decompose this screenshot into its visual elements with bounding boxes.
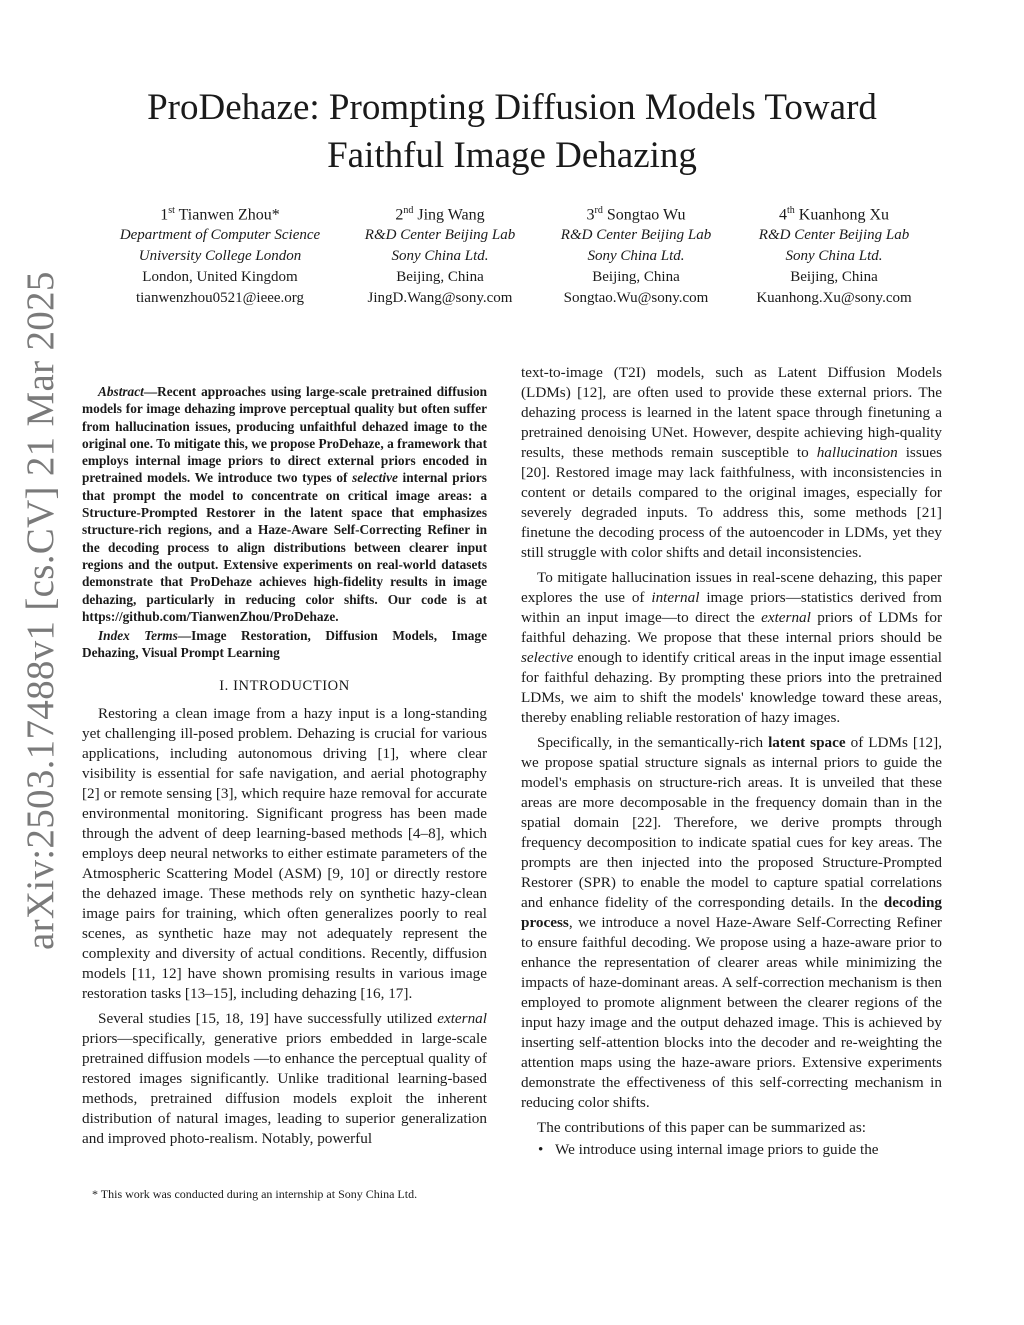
intro-paragraph-2: [82, 1009, 487, 1149]
text-run: priors of LDMs for faithful dehazing. We propose that these internal priors should be: [521, 609, 942, 646]
abstract-text: —Recent approaches using large-scale pretrained diffusion models for image dehazing improve perceptual quality but often suffer from hallucination issues, producing unfaithful dehazed image to the original one. To mitigate this, we propose ProDehaze, a framework that employs internal image priors to direct external priors encoded in pretrained models. We introduce two types of: [82, 384, 487, 486]
abstract-emphasis: selective: [352, 470, 398, 486]
author-location: London, United Kingdom: [142, 269, 298, 286]
abstract-label: Abstract: [98, 384, 144, 399]
title-line-2: Faithful Image Dehazing: [327, 135, 697, 176]
author-name: Kuanhong Xu: [798, 206, 889, 224]
bold-term: latent space: [768, 734, 846, 751]
author-location: Beijing, China: [790, 269, 878, 286]
author-ordinal: 1: [160, 206, 169, 224]
text-run: To mitigate hallucination issues in real-scene dehazing, this paper explores the use of: [521, 569, 942, 606]
index-terms-text: —Image Restoration, Diffusion Models, Image Dehazing, Visual Prompt Learning: [82, 628, 487, 661]
index-terms-label: Index Terms: [98, 628, 178, 644]
author-ordinal-suffix: nd: [403, 205, 414, 216]
author-email: Songtao.Wu@sony.com: [563, 290, 709, 307]
text-run: text-to-image (T2I) models, such as Latent Diffusion Models (LDMs) [12], are often used to provide these external priors. The dehazing process is learned in the latent space through finetuning a pretrained denoising UNet. However, despite achieving high-quality results, these methods remain susceptible to: [521, 364, 942, 461]
author-department: R&D Center Beijing Lab: [758, 227, 910, 244]
right-paragraph-4: The contributions of this paper can be summarized as:: [537, 1119, 866, 1136]
author-ordinal: 4: [779, 206, 787, 224]
author-location: Beijing, China: [396, 269, 484, 286]
footnote: * This work was conducted during an internship at Sony China Ltd.: [92, 1187, 418, 1201]
author-ordinal-suffix: rd: [594, 205, 603, 216]
text-run: enough to identify critical areas in the input image essential for faithful dehazing. By prompting these priors into the pretrained LDMs, we aim to shift the models' knowledge toward these areas, thereby enabling reliable restoration of hazy images.: [521, 649, 942, 726]
author-1: [96, 200, 344, 309]
arxiv-stamp: [10, 271, 72, 950]
abstract: [82, 383, 487, 625]
contribution-bullet: [521, 1140, 942, 1160]
author-organization: Sony China Ltd.: [785, 248, 883, 265]
right-paragraph-3: [521, 733, 942, 1113]
bold-term: decoding process: [521, 894, 942, 931]
author-location: Beijing, China: [592, 269, 680, 286]
text-run: , we introduce a novel Haze-Aware Self-Correcting Refiner to ensure faithful decoding. We propose using a haze-aware prior to enhance the representation of clearer areas while minimizing the impacts of haze-dominant areas. A self-correction mechanism is then employed to promote alignment between the clearer regions of the input hazy image and the output dehazed image. This is achieved by inserting self-attention blocks into the decoder and re-weighting the attention maps using the haze-aware priors. Extensive experiments demonstrate the effectiveness of this self-correcting mechanism in reducing color shifts.: [521, 914, 942, 1111]
author-ordinal-suffix: st: [168, 205, 175, 216]
text-run: Several studies [15, 18, 19] have successfully utilized: [98, 1009, 438, 1027]
author-organization: University College London: [138, 248, 302, 265]
author-ordinal-suffix: th: [787, 205, 795, 216]
text-run: Specifically, in the semantically-rich: [537, 734, 769, 751]
author-name: Songtao Wu: [606, 206, 686, 224]
emphasis: external: [761, 609, 811, 626]
text-run: priors—specifically, generative priors embedded in large-scale pretrained diffusion models —to enhance the perceptual quality of restored images significantly. Unlike traditional learning-based methods, pretrained diffusion models exploit the inherent distribution of natural images, leading to superior generalization and improved photo-realism. Notably, powerful: [82, 1029, 487, 1147]
title-line-1: ProDehaze: Prompting Diffusion Models Toward: [147, 87, 877, 128]
author-department: R&D Center Beijing Lab: [560, 227, 712, 244]
author-organization: Sony China Ltd.: [391, 248, 489, 265]
author-ordinal: 2: [395, 206, 404, 224]
text-run: issues [20]. Restored image may lack faithfulness, with inconsistencies in content or details compared to the original images, especially for severely degraded inputs. To address this, some methods [21] finetune the decoding process of the autoencoder in LDMs, yet they still struggle with color shifts and detail inconsistencies.: [521, 444, 942, 561]
paper-title: [80, 84, 944, 180]
emphasis: selective: [521, 649, 574, 666]
left-column: [82, 383, 487, 1149]
author-name: Jing Wang: [417, 206, 485, 224]
author-email: tianwenzhou0521@ieee.org: [135, 290, 305, 307]
right-paragraph-1: [521, 363, 942, 563]
arxiv-stamp-text: arXiv:2503.17488v1 [cs.CV] 21 Mar 2025: [19, 271, 62, 950]
author-ordinal: 3: [586, 206, 595, 224]
emphasis: internal: [651, 589, 700, 606]
author-organization: Sony China Ltd.: [587, 248, 685, 265]
intro-paragraph-1: Restoring a clean image from a hazy input is a long-standing yet challenging ill-posed problem. Dehazing is crucial for various applications, including autonomous driving [1], where clear visibility is essential for safe navigation, and aerial photography [2] or remote sensing [3], which require haze removal for accurate environmental monitoring. Significant progress has been made through the advent of deep learning-based methods [4–8], which employs deep neural networks to either estimate parameters of the Atmospheric Scattering Model (ASM) [9, 10] or directly restore the dehazed image. These methods rely on synthetic hazy-clean image pairs for training, which often generalizes poorly to real scenes, as synthetic haze may not adequately represent the complexity and diversity of actual conditions. Recently, diffusion models [11, 12] have shown promising results in various image restoration tasks [13–15], including dehazing [16, 17].: [82, 704, 487, 1002]
author-department: Department of Computer Science: [119, 227, 321, 244]
section-heading: I. INTRODUCTION: [219, 677, 350, 694]
emphasis: external: [437, 1009, 487, 1027]
bullet-text: We introduce using internal image priors to guide the: [555, 1141, 879, 1158]
author-email: Kuanhong.Xu@sony.com: [756, 290, 912, 307]
author-4: [736, 200, 932, 309]
author-2: [344, 200, 536, 309]
author-3: [536, 200, 736, 309]
author-email: JingD.Wang@sony.com: [367, 290, 513, 307]
author-department: R&D Center Beijing Lab: [364, 227, 516, 244]
text-run: image priors—statistics derived from within an input image—to direct the: [521, 589, 943, 626]
right-column: [521, 363, 942, 1160]
author-name: Tianwen Zhou*: [178, 206, 280, 224]
index-terms: [82, 627, 487, 662]
bullet-icon: •: [538, 1141, 544, 1158]
emphasis: hallucination: [816, 444, 898, 461]
author-block: [96, 200, 944, 309]
abstract-text-cont: internal priors that prompt the model to concentrate on critical image areas: a Structure-Prompted Restorer in the latent space that emphasizes structure-rich regions, and a Haze-Aware Self-Correcting Refiner in the decoding process to align distributions between clearer input regions and the output. Extensive experiments on real-world datasets demonstrate that ProDehaze achieves high-fidelity results in image dehazing, particularly in reducing color shifts. Our code is at https://github.com/TianwenZhou/ProDehaze.: [82, 470, 487, 624]
right-paragraph-2: [521, 568, 942, 728]
text-run: of LDMs [12], we propose spatial structure signals as internal priors to guide the model's emphasis on structure-rich areas. It is unveiled that these areas are more decomposable in the frequency domain than in the spatial domain [22]. Therefore, we derive prompts through frequency decomposition to indicate spatial cues for key areas. The prompts are then injected into the proposed Structure-Prompted Restorer (SPR) to enable the model to capture spatial correlations and enhance fidelity of the corresponding details. In the: [521, 734, 942, 911]
